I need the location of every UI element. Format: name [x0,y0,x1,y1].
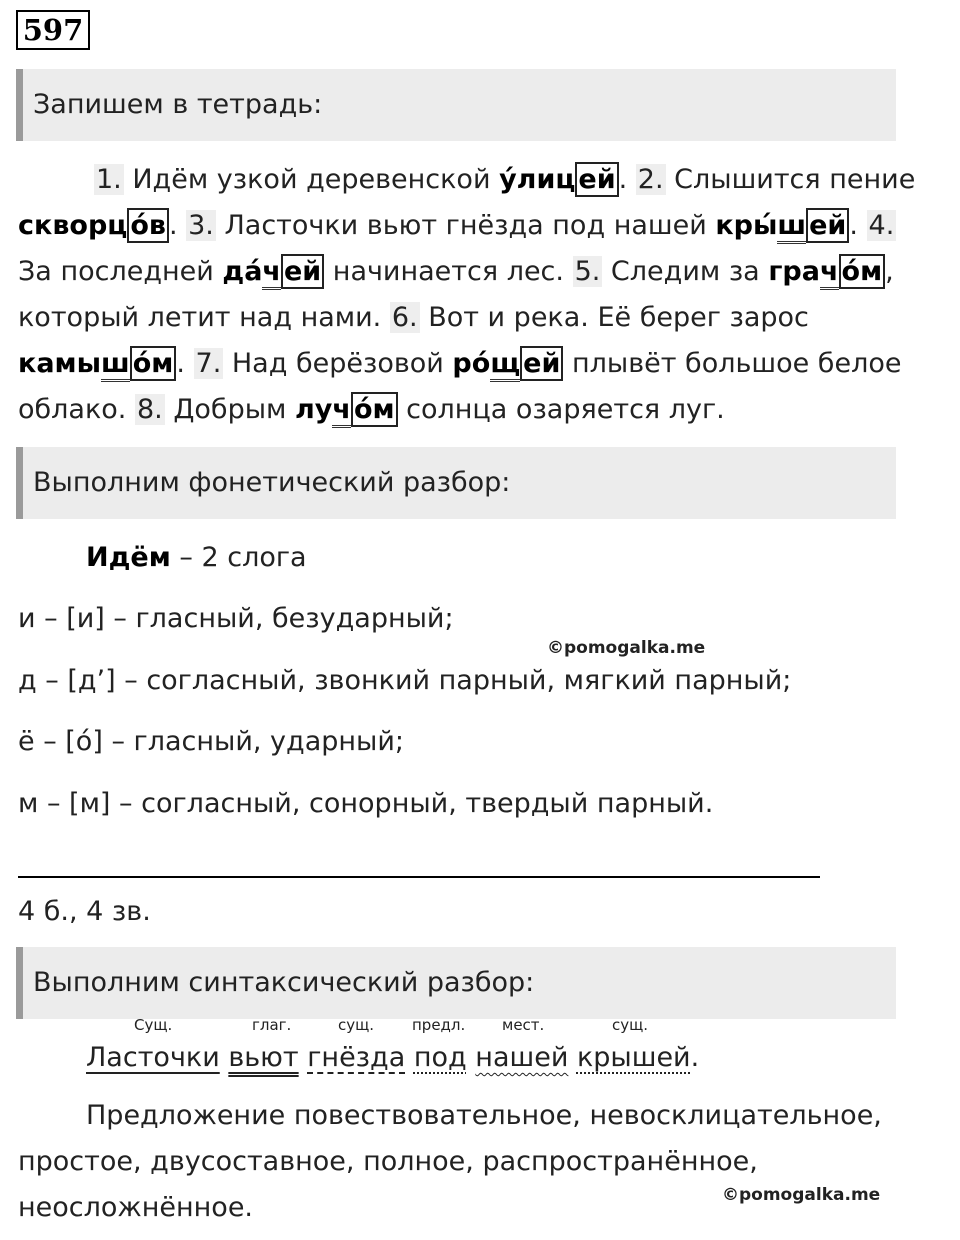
pos-label: глаг. [252,1016,292,1034]
analyzed-word: кры́ш ей [715,208,849,244]
analyzed-word: грач о́м [768,254,885,290]
subject-word: Ласточки [86,1042,220,1073]
pos-label: сущ. [338,1016,375,1034]
sentence-number: 4. [868,210,895,241]
phonetic-line: ё – [о́] – гласный, ударный; [18,726,404,757]
pos-label: мест. [502,1016,545,1034]
section-header-notebook: Запишем в тетрадь: [16,69,896,141]
pos-label: предл. [412,1016,466,1034]
phonetic-word-line: Идём – 2 слога [86,542,307,573]
watermark: ©pomogalka.me [722,1185,881,1205]
analyzed-word: да́ч ей [222,254,324,290]
adverbial-word: под [413,1042,467,1073]
sentence-number: 5. [574,256,601,287]
phonetic-line: и – [и] – гласный, безударный; [18,603,454,634]
watermark: ©pomogalka.me [547,638,706,658]
analyzed-word: камыш о́м [18,346,176,382]
analyzed-word: у́лиц ей [499,162,619,197]
adverbial-word: крышей [576,1042,691,1073]
object-word: гнёзда [307,1042,406,1073]
pos-label: Сущ. [134,1016,173,1034]
phonetic-summary: 4 б., 4 зв. [18,896,151,927]
parsed-sentence: Ласточки вьют гнёзда под нашей крышей. [86,1042,700,1073]
sentence-number: 8. [136,394,163,425]
phonetic-line: м – [м] – согласный, сонорный, твердый парный. [18,788,714,819]
sentence-number: 3. [188,210,214,241]
sentence-number: 6. [391,302,418,333]
analyzed-word: луч о́м [295,392,398,428]
analyzed-word: ро́щ ей [452,346,563,382]
exercise-text: 1. Идём узкой деревенской у́лиц ей . 2. Слышится пение скворц о́в . 3. Ласточки вьют гнёзда под нашей кры́ш ей . 4. За последней да́ч ей начинается лес. 5. Следим за грач о́м , который летит над нами. 6. Вот и река. Её берег зарос камыш о́м . 7. Над берёзовой ро́щ ей плывёт большое белое облако. 8. Добрым луч о́м солнца озаряется луг. [18,157,918,433]
pos-label: сущ. [612,1016,649,1034]
sentence-number: 1. [96,164,122,195]
predicate-word: вьют [228,1042,299,1073]
analyzed-word: скворц о́в [18,208,169,243]
sentence-number: 2. [637,164,664,195]
section-header-phonetic: Выполним фонетический разбор: [16,447,896,519]
attribute-word: нашей [475,1042,569,1073]
divider-line [18,876,820,878]
section-header-syntax: Выполним синтаксический разбор: [16,947,896,1019]
sentence-number: 7. [195,348,222,379]
syntax-description: Предложение повествовательное, невосклицательное, простое, двусоставное, полное, распространённое, неосложнённое. [18,1100,882,1223]
phonetic-line: д – [д’] – согласный, звонкий парный, мягкий парный; [18,665,792,696]
task-number: 597 [16,10,90,50]
